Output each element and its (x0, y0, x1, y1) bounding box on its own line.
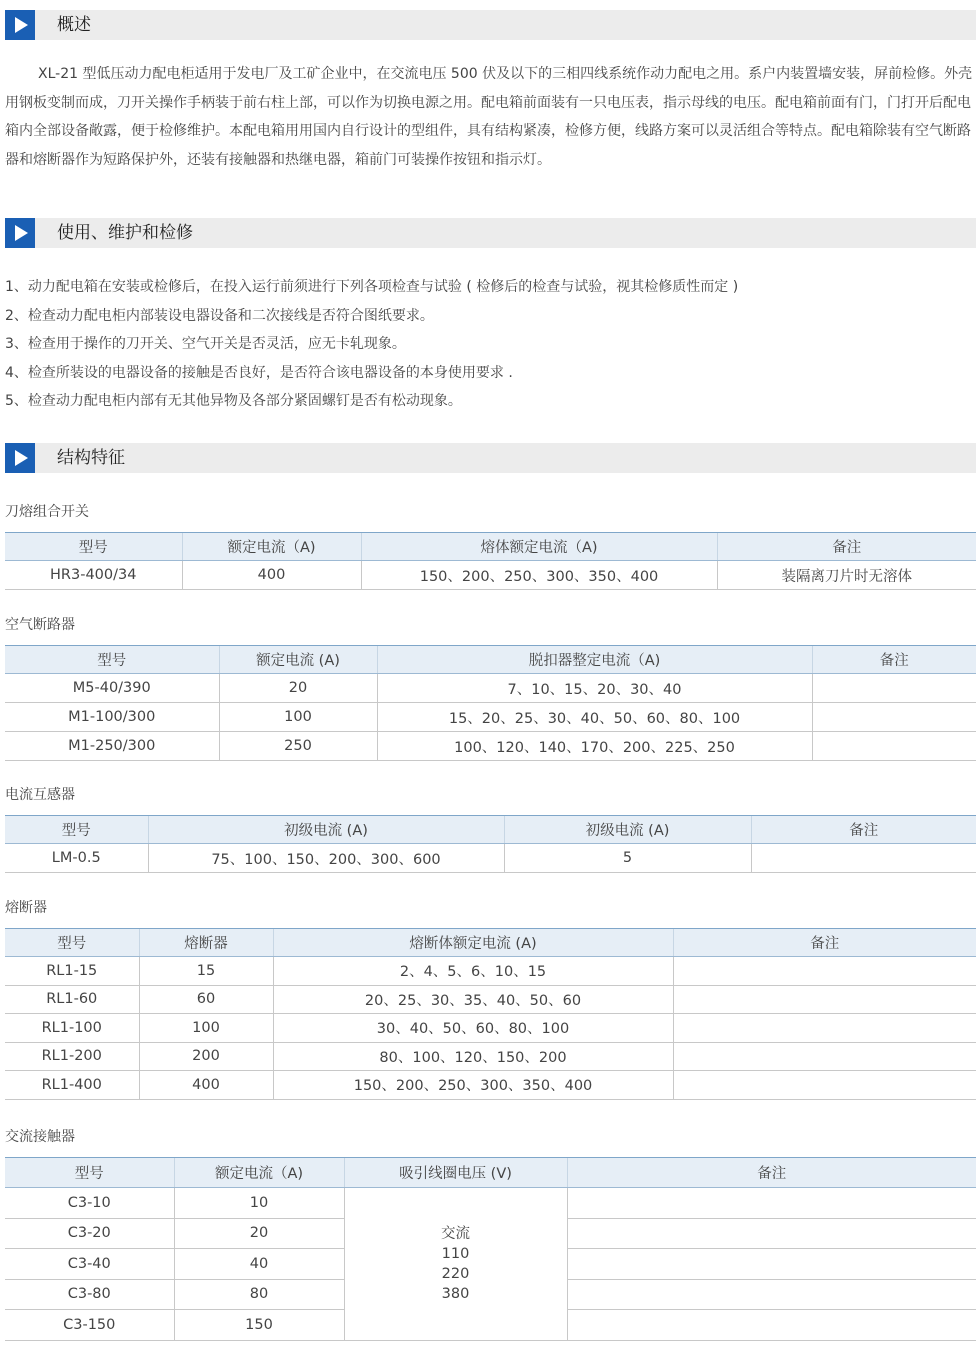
column-header: 初级电流 (A) (148, 816, 504, 844)
subsection-label-ct: 电流互感器 (5, 787, 75, 803)
column-header: 型号 (5, 816, 148, 844)
fuse-table (5, 928, 976, 1100)
table-cell (567, 1218, 976, 1249)
table-row (5, 674, 976, 703)
coil-voltage-line: 交流 (441, 1225, 470, 1242)
section-title: 使用、维护和检修 (57, 223, 193, 243)
table-cell: 150、200、250、300、350、400 (273, 1071, 673, 1100)
table-cell (812, 703, 976, 732)
column-header: 初级电流 (A) (504, 816, 751, 844)
table-row (5, 985, 976, 1014)
table-row (5, 844, 976, 873)
table-cell: RL1-60 (5, 985, 139, 1014)
subsection-label-fuse: 熔断器 (5, 900, 47, 916)
table-cell: 150 (174, 1310, 344, 1341)
table-cell: 10 (174, 1188, 344, 1219)
list-item: 3、检查用于操作的刀开关、空气开关是否灵活，应无卡轧现象。 (5, 336, 406, 352)
table-row (5, 732, 976, 761)
play-arrow-icon (5, 443, 35, 473)
column-header: 备注 (673, 929, 976, 957)
column-header: 型号 (5, 929, 139, 957)
table-cell: C3-150 (5, 1310, 174, 1341)
table-cell: 100、120、140、170、200、225、250 (377, 732, 812, 761)
table-cell: 400 (139, 1071, 273, 1100)
section-title: 概述 (57, 15, 91, 35)
section-title: 结构特征 (57, 448, 125, 468)
table-cell: 5 (504, 844, 751, 873)
section-header-structure (5, 443, 976, 473)
column-header: 熔断器 (139, 929, 273, 957)
table-cell: M1-100/300 (5, 703, 219, 732)
maintenance-list (5, 273, 976, 416)
table-cell: M5-40/390 (5, 674, 219, 703)
table-row (5, 1188, 976, 1219)
table-cell: 60 (139, 985, 273, 1014)
table-cell: RL1-400 (5, 1071, 139, 1100)
table-cell (567, 1310, 976, 1341)
table-row (5, 703, 976, 732)
list-item: 1、动力配电箱在安装或检修后，在投入运行前须进行下列各项检查与试验 ( 检修后的检查与试验，视其检修质性而定 ) (5, 279, 739, 295)
table-cell: 150、200、250、300、350、400 (361, 561, 717, 590)
table-cell: 400 (182, 561, 361, 590)
table-cell: 装隔离刀片时无溶体 (717, 561, 976, 590)
subsection-label-air-breaker: 空气断路器 (5, 617, 75, 633)
table-cell: LM-0.5 (5, 844, 148, 873)
coil-voltage-line: 380 (441, 1285, 470, 1302)
column-header: 脱扣器整定电流（A) (377, 646, 812, 674)
section-header-maintenance (5, 218, 976, 248)
table-cell (751, 844, 976, 873)
column-header: 备注 (812, 646, 976, 674)
coil-voltage-line: 220 (441, 1265, 470, 1282)
table-cell: 30、40、50、60、80、100 (273, 1014, 673, 1043)
table-cell: RL1-15 (5, 957, 139, 986)
table-cell: HR3-400/34 (5, 561, 182, 590)
table-cell: M1-250/300 (5, 732, 219, 761)
table-cell: C3-10 (5, 1188, 174, 1219)
column-header: 备注 (717, 533, 976, 561)
table-cell (673, 957, 976, 986)
list-item: 2、检查动力配电柜内部装设电器设备和二次接线是否符合图纸要求。 (5, 307, 434, 324)
table-cell (673, 1042, 976, 1071)
column-header: 型号 (5, 533, 182, 561)
play-arrow-icon (5, 218, 35, 248)
list-item: 4、检查所装设的电器设备的接触是否良好，是否符合该电器设备的本身使用要求 . (5, 364, 513, 381)
table-cell (673, 1071, 976, 1100)
overview-paragraph (5, 60, 976, 174)
play-arrow-icon (5, 10, 35, 40)
table-cell: RL1-200 (5, 1042, 139, 1071)
table-cell: C3-40 (5, 1249, 174, 1280)
coil-voltage-line: 110 (441, 1245, 470, 1262)
table-cell (567, 1188, 976, 1219)
column-header: 熔断体额定电流 (A) (273, 929, 673, 957)
column-header: 备注 (567, 1158, 976, 1188)
table-cell: 250 (219, 732, 377, 761)
table-cell: 200 (139, 1042, 273, 1071)
table-row (5, 957, 976, 986)
table-cell: RL1-100 (5, 1014, 139, 1043)
table-row (5, 1014, 976, 1043)
column-header: 型号 (5, 646, 219, 674)
column-header: 备注 (751, 816, 976, 844)
table-cell: 100 (139, 1014, 273, 1043)
section-header-overview (5, 10, 976, 40)
table-cell: 15、20、25、30、40、50、60、80、100 (377, 703, 812, 732)
table-cell (567, 1249, 976, 1280)
table-cell: 20 (219, 674, 377, 703)
knife-fuse-table (5, 532, 976, 590)
table-cell: 20 (174, 1218, 344, 1249)
table-cell: C3-80 (5, 1279, 174, 1310)
overview-text: XL-21 型低压动力配电柜适用于发电厂及工矿企业中，在交流电压 500 伏及以下的三相四线系统作动力配电之用。系户内装置墙安装，屏前检修。外壳用钢板变制而成，刀开关操作手柄装于前右柱上部，可以作为切换电源之用。配电箱前面装有一只电压表，指示母线的电压。配电箱前面有门，门打开后配电箱内全部设备敞露，便于检修维护。本配电箱用用国内自行设计的型组件，具有结构紧凑，检修方便，线路方案可以灵活组合等特点。配电箱除装有空气断路器和熔断器作为短路保护外，还装有接触器和热继电器，箱前门可装操作按钮和指示灯。 (5, 66, 973, 168)
table-cell: 75、100、150、200、300、600 (148, 844, 504, 873)
subsection-label-contactor: 交流接触器 (5, 1129, 75, 1145)
table-cell: 80、100、120、150、200 (273, 1042, 673, 1071)
contactor-table (5, 1157, 976, 1341)
table-row (5, 1042, 976, 1071)
table-cell (812, 732, 976, 761)
table-cell (567, 1279, 976, 1310)
table-row (5, 1071, 976, 1100)
table-cell: 7、10、15、20、30、40 (377, 674, 812, 703)
coil-voltage-cell (344, 1188, 567, 1341)
table-cell (673, 985, 976, 1014)
column-header: 型号 (5, 1158, 174, 1188)
table-cell: 100 (219, 703, 377, 732)
table-cell: 40 (174, 1249, 344, 1280)
table-cell (812, 674, 976, 703)
column-header: 额定电流 (A) (219, 646, 377, 674)
column-header: 额定电流（A) (182, 533, 361, 561)
column-header: 额定电流（A) (174, 1158, 344, 1188)
table-cell: 15 (139, 957, 273, 986)
table-cell: 80 (174, 1279, 344, 1310)
table-cell: C3-20 (5, 1218, 174, 1249)
current-transformer-table (5, 815, 976, 873)
table-cell: 2、4、5、6、10、15 (273, 957, 673, 986)
table-cell: 20、25、30、35、40、50、60 (273, 985, 673, 1014)
column-header: 吸引线圈电压 (V) (344, 1158, 567, 1188)
list-item: 5、检查动力配电柜内部有无其他异物及各部分紧固螺钉是否有松动现象。 (5, 393, 462, 409)
table-cell (673, 1014, 976, 1043)
table-row (5, 561, 976, 590)
air-breaker-table (5, 645, 976, 761)
column-header: 熔体额定电流（A) (361, 533, 717, 561)
subsection-label-knife-fuse: 刀熔组合开关 (5, 504, 89, 520)
